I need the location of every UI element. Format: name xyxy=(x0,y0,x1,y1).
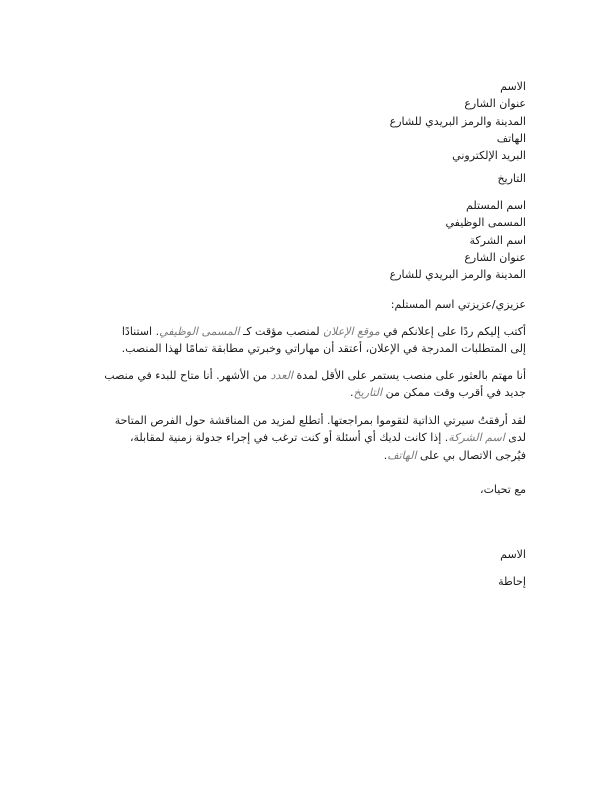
phone-placeholder: الهاتف xyxy=(387,448,417,462)
ad-location-placeholder: موقع الإعلان xyxy=(323,325,380,338)
closing-text: مع تحيات، xyxy=(480,483,526,496)
recipient-address-block xyxy=(390,197,526,283)
paragraph-1-text-a: أكتب إليكم ردًا على إعلانكم في xyxy=(379,325,526,338)
paragraph-1-text-c: . استنادًا إلى المتطلبات المدرجة في الإعلان، أعتقد أن مهاراتي وخبرتي مطابقة تمامًا لهذا المنصب. xyxy=(121,325,526,356)
sender-street: عنوان الشارع xyxy=(464,97,526,111)
sender-city-zip: المدينة والرمز البريدي للشارع xyxy=(389,114,526,128)
body-paragraph-1 xyxy=(104,323,526,358)
signature-block xyxy=(500,546,526,563)
closing xyxy=(480,481,526,498)
sender-email: البريد الإلكتروني xyxy=(452,149,526,163)
enclosure-text: إحاطة xyxy=(498,575,526,588)
paragraph-2-text-a: أنا مهتم بالعثور على منصب يستمر على الأقل لمدة xyxy=(292,369,526,382)
date-line xyxy=(497,170,526,187)
salutation-text: عزيزي/عزيزتي اسم المستلم: xyxy=(390,298,526,311)
recipient-name: اسم المستلم xyxy=(466,199,526,212)
paragraph-1-text-b: لمنصب مؤقت كـ xyxy=(239,325,324,338)
paragraph-2-text-c: . xyxy=(350,386,354,400)
recipient-street: عنوان الشارع xyxy=(464,250,526,264)
company-name-placeholder: اسم الشركة xyxy=(448,431,505,445)
recipient-company: اسم الشركة xyxy=(469,233,526,247)
recipient-city-zip: المدينة والرمز البريدي للشارع xyxy=(389,268,526,282)
body-paragraph-2 xyxy=(104,367,526,402)
date-placeholder: التاريخ xyxy=(353,386,383,400)
sender-address-block xyxy=(390,78,526,164)
paragraph-3-text-b: . إذا كانت لديك أي أسئلة أو كنت ترغب في إجراء جدولة زمنية لمقابلة، فيُرجى الاتصال بي على xyxy=(129,431,526,462)
enclosure-block xyxy=(498,573,526,590)
signature-name: الاسم xyxy=(500,548,526,561)
salutation xyxy=(391,296,526,313)
paragraph-3-text-c: . xyxy=(383,448,388,462)
letter-date: التاريخ xyxy=(497,172,526,185)
number-placeholder: العدد xyxy=(270,369,293,382)
recipient-title: المسمى الوظيفي xyxy=(445,216,526,230)
paragraph-2-text-b: من الأشهر. أنا متاح للبدء في منصب جديد في أقرب وقت ممكن من xyxy=(104,369,526,400)
job-title-placeholder: المسمى الوظيفي xyxy=(159,325,240,338)
paragraph-3-text-a: لقد أرفقتُ سيرتي الذاتية لتقوموا بمراجعتها. أتطلع لمزيد من المناقشة حول الفرص المتاحة لدى xyxy=(114,414,526,445)
body-paragraph-3 xyxy=(104,412,526,464)
sender-name: الاسم xyxy=(500,80,526,93)
sender-phone: الهاتف xyxy=(496,131,526,145)
